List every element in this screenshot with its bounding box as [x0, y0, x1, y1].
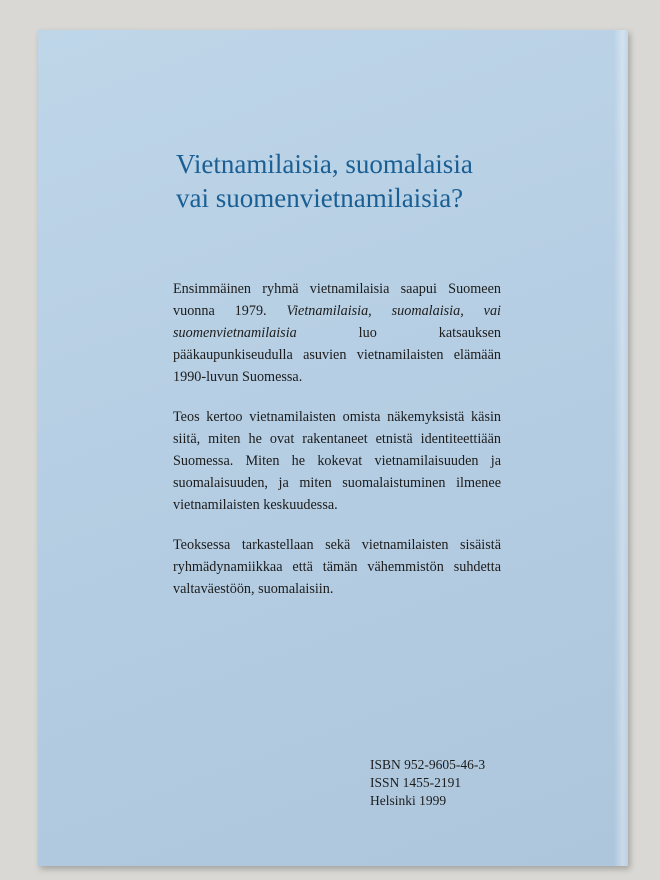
cover-title-line-2: vai suomenvietnamilaisia?	[176, 183, 464, 213]
issn: ISSN 1455-2191	[370, 775, 462, 790]
blurb-paragraph-3: Teoksessa tarkastellaan sekä vietnamilaisten sisäistä ryhmädynamiikkaa että tämän vähemmistön suhdetta valtaväestöön, suomalaisiin.	[173, 537, 501, 597]
blurb	[173, 278, 501, 618]
publication-info	[370, 756, 485, 810]
isbn: ISBN 952-9605-46-3	[370, 757, 486, 772]
blurb-paragraph-1-intro: Ensimmäinen ryhmä vietnamilaisia saapui Suomeen vuonna 1979.	[173, 281, 501, 319]
blurb-paragraph-2: Teos kertoo vietnamilaisten omista näkemyksistä käsin siitä, miten he ovat rakentaneet etnistä identiteettiään Suomessa. Miten he kokevat vietnamilaisuuden ja suomalaisuuden, ja miten suomalaistuminen ilmenee vietnamilaisten keskuudessa.	[173, 409, 501, 513]
cover-title-line-1: Vietnamilaisia, suomalaisia	[176, 149, 473, 179]
cover-title	[176, 147, 596, 215]
book-back-cover	[38, 30, 628, 866]
blurb-paragraph-1	[173, 278, 501, 388]
cover-edge	[614, 30, 628, 866]
blurb-paragraph-1-end: luo katsauksen pääkaupunkiseudulla asuvien vietnamilaisten elämään 1990-luvun Suomessa.	[173, 325, 501, 385]
place-year: Helsinki 1999	[370, 793, 447, 808]
blurb-book-title: Vietnamilaisia, suomalaisia, vai suomenvietnamilaisia	[173, 303, 501, 341]
